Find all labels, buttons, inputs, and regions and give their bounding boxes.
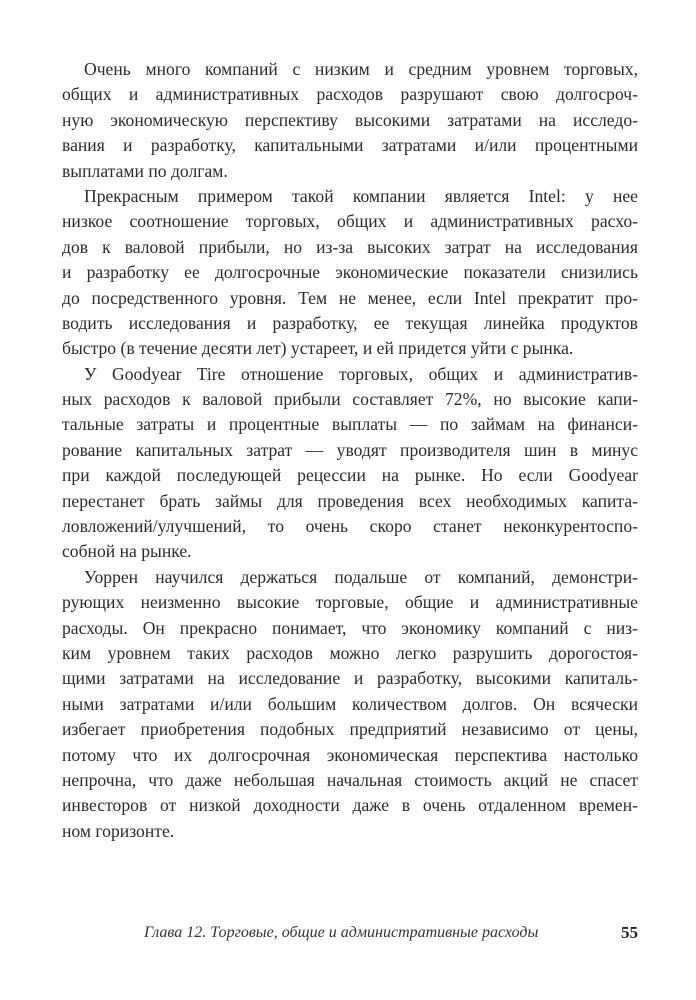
- text-line: ных расходов к валовой прибыли составляет 72%, но высокие капи-: [62, 389, 638, 410]
- text-line: рующих неизменно высокие торговые, общие и административные: [62, 592, 638, 613]
- text-line: вания и разработку, капитальными затратами и/или процентными: [62, 135, 638, 156]
- text-line: собной на рынке.: [62, 541, 192, 562]
- page-number: 55: [621, 923, 638, 942]
- text-line: общих и административных расходов разрушают свою долгосроч-: [62, 84, 638, 105]
- text-line: ким уровнем таких расходов можно легко разрушить дорогостоя-: [62, 642, 638, 663]
- text-line: тальные затраты и процентные выплаты — по займам на финанси-: [62, 414, 638, 435]
- text-line: ловложений/улучшений, то очень скоро станет неконкурентоспо-: [62, 516, 638, 537]
- paragraph-first-line: Очень много компаний с низким и средним уровнем торговых,: [84, 59, 638, 79]
- text-line: перестанет брать займы для проведения всех необходимых капита-: [62, 490, 638, 511]
- text-line: инвесторов от низкой доходности даже в очень отдаленном времен-: [62, 795, 638, 816]
- text-line: низкое соотношение торговых, общих и административных расхо-: [62, 211, 638, 232]
- text-line: при каждой последующей рецессии на рынке. Но если Goodyear: [62, 465, 638, 486]
- page-body: [62, 57, 638, 844]
- text-line: ную экономическую перспективу высокими затратами на исследо-: [62, 109, 638, 130]
- text-line: избегает приобретения подобных предприятий независимо от цены,: [62, 719, 638, 740]
- text-line: ном горизонте.: [62, 820, 175, 841]
- page-footer: [62, 919, 638, 947]
- text-line: и разработку ее долгосрочные экономические показатели снизились: [62, 262, 638, 283]
- running-head: Глава 12. Торговые, общие и административные расходы: [144, 924, 539, 941]
- text-line: непрочна, что даже небольшая начальная стоимость акций не спасет: [62, 769, 638, 790]
- text-line: выплатами по долгам.: [62, 160, 228, 181]
- paragraph-first-line: Прекрасным примером такой компании является Intel: у нее: [84, 185, 638, 206]
- text-line: до посредственного уровня. Тем не менее, если Intel прекратит про-: [62, 287, 638, 308]
- text-line: рование капитальных затрат — уводят производителя шин в минус: [62, 439, 638, 460]
- paragraph-first-line: У Goodyear Tire отношение торговых, общих и административ-: [84, 363, 638, 384]
- text-line: быстро (в течение десяти лет) устареет, и ей придется уйти с рынка.: [62, 338, 574, 359]
- text-line: водить исследования и разработку, ее текущая линейка продуктов: [62, 312, 638, 333]
- text-line: потому что их долгосрочная экономическая перспектива настолько: [62, 744, 638, 765]
- text-line: дов к валовой прибыли, но из-за высоких затрат на исследования: [62, 236, 638, 257]
- paragraph-first-line: Уоррен научился держаться подальше от компаний, демонстри-: [84, 566, 638, 587]
- text-line: щими затратами на исследование и разработку, высокими капиталь-: [62, 668, 638, 689]
- text-line: расходы. Он прекрасно понимает, что экономику компаний с низ-: [62, 617, 638, 638]
- text-line: ными затратами и/или большим количеством долгов. Он всячески: [62, 693, 638, 714]
